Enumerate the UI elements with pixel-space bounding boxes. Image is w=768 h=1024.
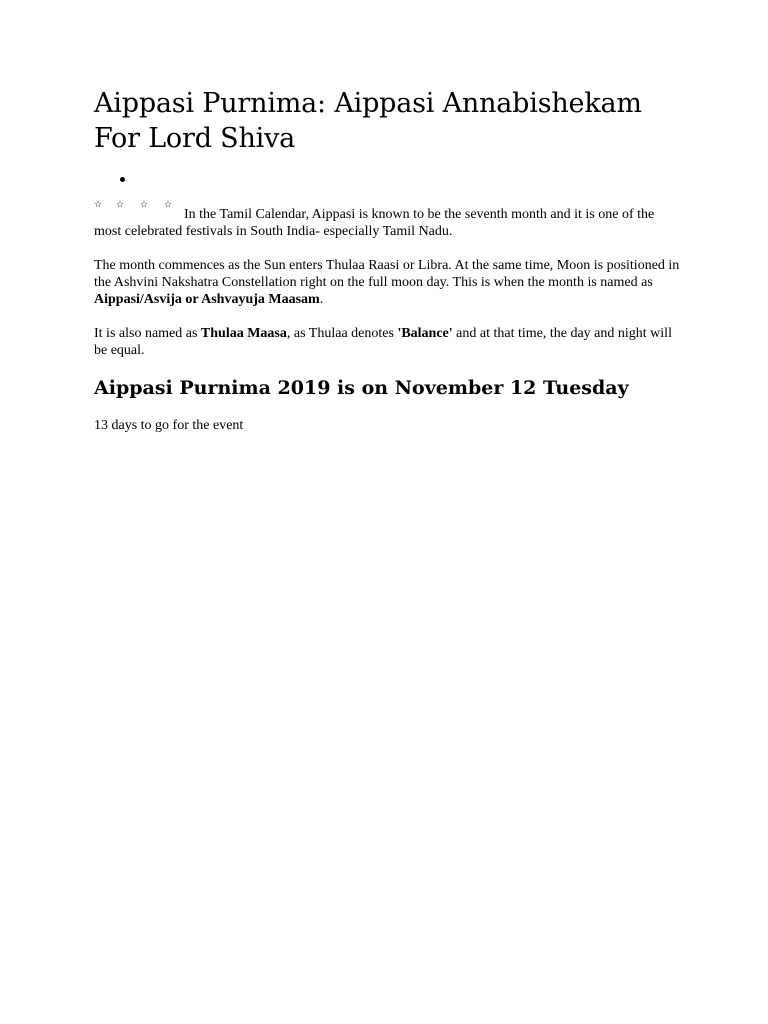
month-text-end: . xyxy=(319,292,324,307)
thulaa-paragraph xyxy=(94,325,684,359)
countdown-text: 13 days to go for the event xyxy=(94,418,244,433)
star-outline-icon[interactable]: ☆ xyxy=(94,200,103,210)
star-outline-icon[interactable]: ☆ xyxy=(140,200,149,210)
thulaa-text-end: and at that time, the day and night will be equal. xyxy=(94,326,672,358)
star-outline-icon[interactable]: ☆ xyxy=(164,200,173,210)
intro-text: In the Tamil Calendar, Aippasi is known to be the seventh month and it is one of the most celebrated festivals in South India- especially Tamil Nadu. xyxy=(94,207,655,239)
rating-stars[interactable] xyxy=(94,200,184,218)
bullet-icon xyxy=(120,177,125,182)
bullet-list xyxy=(94,168,104,186)
thulaa-text-pre: It is also named as xyxy=(94,326,201,341)
intro-paragraph xyxy=(94,200,684,240)
list-item xyxy=(120,168,130,186)
thulaa-maasa-bold: Thulaa Maasa xyxy=(200,326,287,341)
month-text: The month commences as the Sun enters Thulaa Raasi or Libra. At the same time, Moon is positioned in the Ashvini Nakshatra Constellation right on the full moon day. This is when the month is named as xyxy=(94,258,680,290)
page-title: Aippasi Purnima: Aippasi Annabishekam For Lord Shiva xyxy=(94,88,642,154)
month-name-bold: Aippasi/Asvija or Ashvayuja Maasam xyxy=(94,292,320,307)
event-date-heading: Aippasi Purnima 2019 is on November 12 Tuesday xyxy=(94,377,629,399)
star-outline-icon[interactable]: ☆ xyxy=(116,200,125,210)
thulaa-text-mid: , as Thulaa denotes xyxy=(286,326,398,341)
month-paragraph xyxy=(94,257,684,308)
balance-bold: 'Balance' xyxy=(397,326,453,341)
